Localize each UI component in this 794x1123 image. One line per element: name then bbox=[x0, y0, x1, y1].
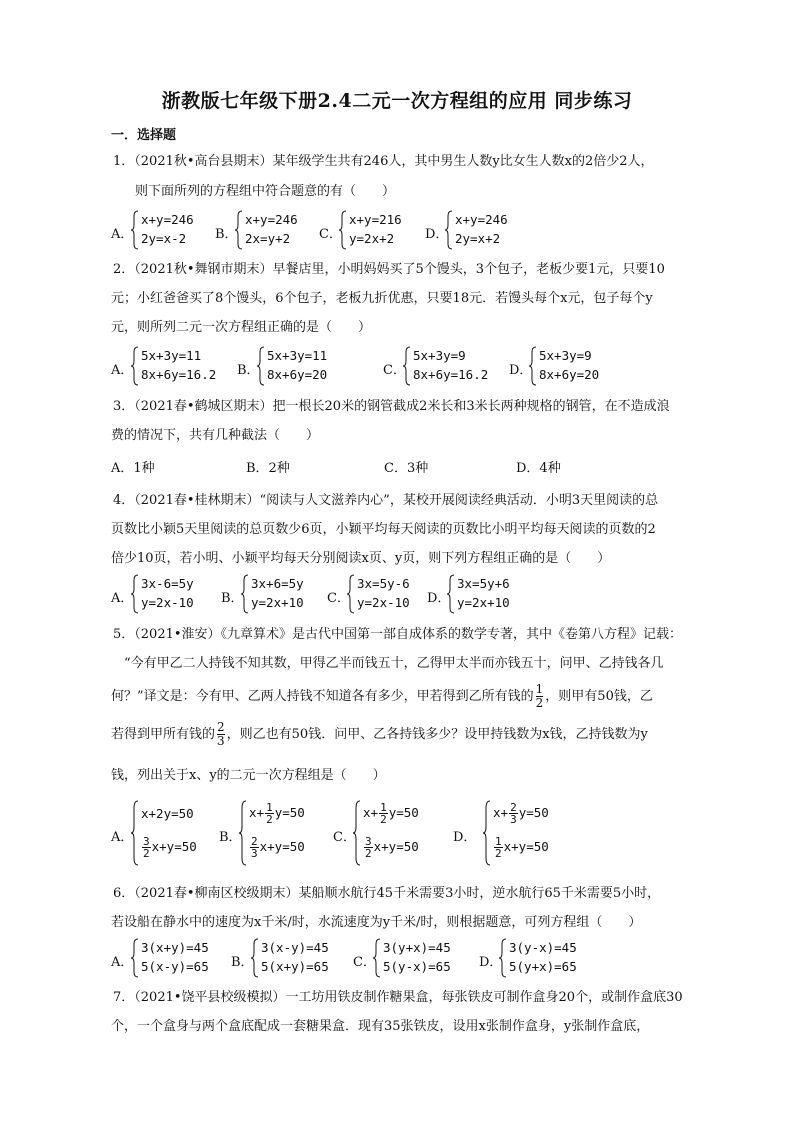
brace-icon bbox=[251, 938, 259, 978]
q5-line-5: 钱，列出关于x、y的二元一次方程组是（ ） bbox=[111, 768, 386, 783]
brace-icon bbox=[239, 800, 247, 866]
q7-line-1: 7．（2021•饶平县校级模拟）一工坊用铁皮制作糖果盒，每张铁皮可制作盒身20个，或制作盒底30 bbox=[113, 990, 683, 1005]
q1-line-2: 则下面所列的方程组中符合题意的有（ ） bbox=[135, 184, 396, 199]
q2-line-2: 元；小红爸爸买了8个馒头，6个包子，老板九折优惠，只要18元．若馒头每个x元，包子每个y bbox=[111, 291, 653, 306]
q1-line-1: 1．（2021秋•高台县期末）某年级学生共有246人，其中男生人数y比女生人数x的2倍少2人， bbox=[113, 154, 654, 169]
q7-line-2: 个，一个盒身与两个盒底配成一套糖果盒．现有35张铁皮，设用x张制作盒身，y张制作盒底， bbox=[111, 1019, 650, 1034]
brace-icon bbox=[445, 210, 453, 250]
q6-line-2: 若设船在静水中的速度为x千米/时，水流速度为y千米/时，则根据题意，可列方程组（ ） bbox=[111, 915, 642, 930]
q4-line-3: 倍少10页，若小明、小颖平均每天分别阅读x页、y页，则下列方程组正确的是（ ） bbox=[111, 551, 611, 566]
brace-icon bbox=[131, 574, 139, 614]
q4-line-1: 4．（2021春•桂林期末）“阅读与人文滋养内心”，某校开展阅读经典活动．小明3天里阅读的总 bbox=[113, 493, 659, 508]
brace-icon bbox=[353, 800, 361, 866]
brace-icon bbox=[347, 574, 355, 614]
document-page: 浙教版七年级下册2.4二元一次方程组的应用 同步练习 一．选择题 1．（2021秋•高台县期末）某年级学生共有246人，其中男生人数y比女生人数x的2倍少2人， 则下面所列的方程组中符合题意的有（ ） A． x+y=246 2y=x-2 B． x+y=246 2x=y+2 C． x+y=216 y=2x+2 D． x+y=246 2y=x+2 2．（2021秋•舞钢市期末）早餐店里，小明妈妈买了5个馒头，3个包子，老板少要1元，只要10 元；小红爸爸买了8个馒头，6个包子，老板九折优惠，只要18元．若馒头每个x元，包子每个y 元，则所列二元一次方程组正确的是（ ） A． 5x+3y=11 8x+6y=16.2 B． 5x+3y=11 8x+6y=20 C． 5x+3y=9 8x+6y=16.2 D． 5x+3y=9 8x+6y=20 3．（2021春•鹤城区期末）把一根长20米的钢管截成2米长和3米长两种规格的钢管，在不造成浪 费的情况下，共有几种截法（ ） A．1种 B．2种 C．3种 D．4种 4．（2021春•桂林期末）“阅读与人文滋养内心”，某校开展阅读经典活动．小明3天里阅读的总 页数比小颖5天里阅读的总页数少6页，小颖平均每天阅读的页数比小明平均每天阅读的页数的2 倍少10页，若小明、小颖平均每天分别阅读x页、y页，则下列方程组正确的是（ ） A． 3x-6=5y y=2x-10 B． 3x+6=5y y=2x+10 C． 3x=5y-6 y=2x-10 D． 3x=5y+6 y=2x+10 5．（2021•淮安）《九章算术》是古代中国第一部自成体系的数学专著，其中《卷第八方程》记载： “今有甲乙二人持钱不知其数，甲得乙半而钱五十，乙得甲太半而亦钱五十，问甲、乙持钱各几 何？”译文是：今有甲、乙两人持钱不知道各有多少，甲若得到乙所有钱的 $\frac{1}{2}$ ，则甲有50钱，乙 若得到甲所有钱的 $\frac{2}{3}$ ，则乙也有50钱．问甲、乙各持钱多少？设甲持钱数为x钱，乙持钱数为y 钱，列出关于x、y的二元一次方程组是（ ） A． x+2y=50 $\frac{3}{2}$ x+y=50 B． x+ $\frac{1}{2}$ y=50 $\frac{2}{3}$ x+y=50 C． x+ $\frac{1}{2}$ y=50 $\frac{3}{2}$ x+y=50 D． x+ $\frac{2}{3}$ y=50 $\frac{1}{2}$ x+y=50 6．（2021春•柳南区校级期末）某船顺水航行45千米需要3小时，逆水航行65千米需要5小时， 若设船在静水中的速度为x千米/时，水流速度为y千米/时，则根据题意，可列方程组（ ） A． 3(x+y)=45 5(x-y)=65 B． 3(x-y)=45 5(x+y)=65 C． 3(y+x)=45 5(y-x)=65 D． 3(y-x)=45 5(y+x)=65 7．（2021•饶平县校级模拟）一工坊用铁皮制作糖果盒，每张铁皮可制作盒身20个，或制作盒底30 个，一个盒身与两个盒底配成一套糖果盒．现有35张铁皮，设用x张制作盒身，y张制作盒底， bbox=[0, 0, 794, 1123]
brace-icon bbox=[529, 346, 537, 386]
brace-icon bbox=[403, 346, 411, 386]
section-heading: 一．选择题 bbox=[111, 128, 177, 143]
brace-icon bbox=[447, 574, 455, 614]
brace-icon bbox=[483, 800, 491, 866]
q5-line-2: “今有甲乙二人持钱不知其数，甲得乙半而钱五十，乙得甲太半而亦钱五十，问甲、乙持钱各几 bbox=[124, 656, 664, 671]
brace-icon bbox=[339, 210, 347, 250]
q3-option-d[interactable]: D．4种 bbox=[516, 461, 561, 476]
q5-line-1: 5．（2021•淮安）《九章算术》是古代中国第一部自成体系的数学专著，其中《卷第八方程》记载： bbox=[113, 627, 683, 642]
q3-option-c[interactable]: C．3种 bbox=[384, 461, 429, 476]
brace-icon bbox=[499, 938, 507, 978]
q4-line-2: 页数比小颖5天里阅读的总页数少6页，小颖平均每天阅读的页数比小明平均每天阅读的页数的2 bbox=[111, 522, 656, 537]
brace-icon bbox=[131, 210, 139, 250]
fraction-two-thirds: $\frac{2}{3}$ bbox=[217, 720, 225, 748]
brace-icon bbox=[235, 210, 243, 250]
document-title: 浙教版七年级下册2.4二元一次方程组的应用 同步练习 bbox=[161, 90, 633, 112]
brace-icon bbox=[131, 800, 139, 866]
brace-icon bbox=[241, 574, 249, 614]
brace-icon bbox=[257, 346, 265, 386]
brace-icon bbox=[373, 938, 381, 978]
brace-icon bbox=[131, 938, 139, 978]
q3-line-2: 费的情况下，共有几种截法（ ） bbox=[111, 428, 320, 443]
q2-line-1: 2．（2021秋•舞钢市期末）早餐店里，小明妈妈买了5个馒头，3个包子，老板少要1元，只要10 bbox=[113, 262, 665, 277]
q6-line-1: 6．（2021春•柳南区校级期末）某船顺水航行45千米需要3小时，逆水航行65千米需要5小时， bbox=[113, 886, 661, 901]
q5-line-3: 何？”译文是：今有甲、乙两人持钱不知道各有多少，甲若得到乙所有钱的 $\frac{1}{2}$ ，则甲有50钱，乙 bbox=[111, 682, 653, 710]
brace-icon bbox=[131, 346, 139, 386]
q5-line-4: 若得到甲所有钱的 $\frac{2}{3}$ ，则乙也有50钱．问甲、乙各持钱多少？设甲持钱数为x钱，乙持钱数为y bbox=[111, 720, 648, 748]
q3-line-1: 3．（2021春•鹤城区期末）把一根长20米的钢管截成2米长和3米长两种规格的钢管，在不造成浪 bbox=[113, 399, 670, 414]
q3-option-b[interactable]: B．2种 bbox=[246, 461, 290, 476]
q2-line-3: 元，则所列二元一次方程组正确的是（ ） bbox=[111, 320, 372, 335]
fraction-one-half: $\frac{1}{2}$ bbox=[535, 682, 544, 710]
q3-option-a[interactable]: A．1种 bbox=[111, 461, 155, 476]
